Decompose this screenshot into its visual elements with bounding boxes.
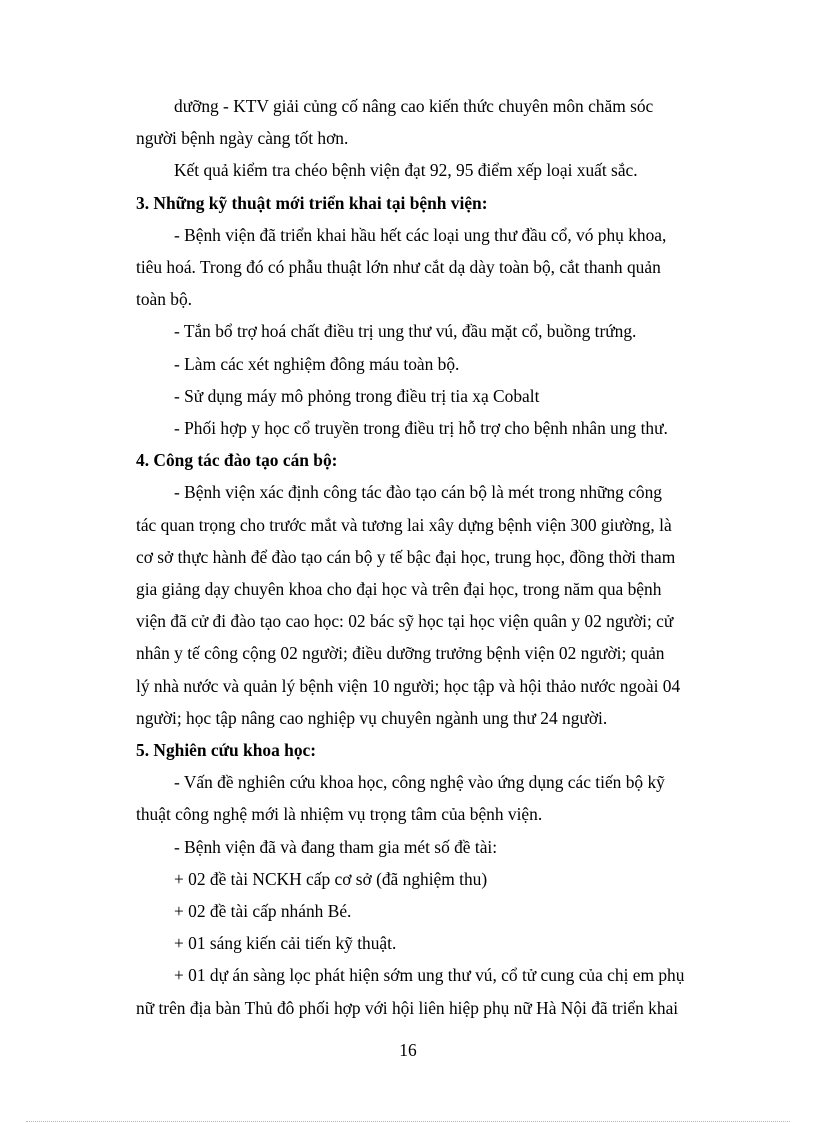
text-line: toàn bộ. <box>136 289 193 310</box>
text-line: - Sử dụng máy mô phỏng trong điều trị tia xạ Cobalt <box>174 385 540 406</box>
list-item <box>136 895 740 927</box>
text-line: + 02 đề tài NCKH cấp cơ sở (đã nghiệm thu) <box>174 868 488 889</box>
page-bottom-divider <box>26 1121 790 1122</box>
list-item <box>136 927 740 959</box>
text-line: + 01 dự án sàng lọc phát hiện sớm ung thư vú, cổ tử cung của chị em phụ <box>174 965 685 986</box>
heading-text: 3. Những kỹ thuật mới triển khai tại bệnh viện: <box>136 192 488 213</box>
text-line: viện đã cử đi đào tạo cao học: 02 bác sỹ học tại học viện quân y 02 người; cử <box>136 611 674 632</box>
text-line: dưỡng - KTV giải củng cố nâng cao kiến thức chuyên môn chăm sóc <box>174 96 654 116</box>
text-line: - Phối hợp y học cổ truyền trong điều trị hỗ trợ cho bệnh nhân ung thư. <box>174 418 668 439</box>
paragraph-research-projects <box>136 831 740 863</box>
text-line: Kết quả kiểm tra chéo bệnh viện đạt 92, 95 điểm xếp loại xuất sắc. <box>174 160 638 181</box>
text-line: - Tắn bổ trợ hoá chất điều trị ung thư vú, đầu mặt cổ, buồng trứng. <box>174 321 637 342</box>
text-line: người bệnh ngày càng tốt hơn. <box>136 128 349 149</box>
list-item <box>136 315 740 347</box>
list-item <box>136 412 740 444</box>
paragraph-staff-training <box>136 476 740 734</box>
list-item <box>136 959 740 1023</box>
list-item <box>136 863 740 895</box>
paragraph-training-result <box>136 90 740 154</box>
paragraph-inspection-result <box>136 154 740 186</box>
text-line: tiêu hoá. Trong đó có phẫu thuật lớn như cắt dạ dày toàn bộ, cắt thanh quản <box>136 257 661 278</box>
text-line: + 02 đề tài cấp nhánh Bé. <box>174 901 352 922</box>
list-item <box>136 348 740 380</box>
text-line: tác quan trọng cho trước mắt và tương lai xây dựng bệnh viện 300 giường, là <box>136 514 672 535</box>
paragraph-research-focus <box>136 766 740 830</box>
text-line: thuật công nghệ mới là nhiệm vụ trọng tâm của bệnh viện. <box>136 804 543 825</box>
text-line: nhân y tế công cộng 02 người; điều dưỡng trưởng bệnh viện 02 người; quản <box>136 643 665 664</box>
text-line: nữ trên địa bàn Thủ đô phối hợp với hội liên hiệp phụ nữ Hà Nội đã triển khai <box>136 997 679 1018</box>
document-body <box>136 90 740 1024</box>
paragraph-techniques-deployed <box>136 219 740 316</box>
text-line: cơ sở thực hành để đào tạo cán bộ y tế bậc đại học, trung học, đồng thời tham <box>136 546 676 567</box>
text-line: - Vấn đề nghiên cứu khoa học, công nghệ vào ứng dụng các tiến bộ kỹ <box>174 772 665 793</box>
text-line: + 01 sáng kiến cải tiến kỹ thuật. <box>174 933 397 954</box>
page-number: 16 <box>399 1040 417 1060</box>
text-line: gia giảng dạy chuyên khoa cho đại học và trên đại học, trong năm qua bệnh <box>136 579 662 600</box>
list-item <box>136 380 740 412</box>
section-heading-staff-training <box>136 444 740 476</box>
text-line: - Bệnh viện xác định công tác đào tạo cán bộ là mét trong những công <box>174 482 663 503</box>
text-line: người; học tập nâng cao nghiệp vụ chuyên ngành ung thư 24 người. <box>136 707 608 728</box>
text-line: lý nhà nước và quản lý bệnh viện 10 người; học tập và hội thảo nước ngoài 04 <box>136 675 681 696</box>
text-line: - Bệnh viện đã triển khai hầu hết các loại ung thư đầu cổ, vó phụ khoa, <box>174 224 667 245</box>
text-line: - Bệnh viện đã và đang tham gia mét số đề tài: <box>174 836 498 857</box>
section-heading-scientific-research <box>136 734 740 766</box>
section-heading-new-techniques <box>136 187 740 219</box>
heading-text: 4. Công tác đào tạo cán bộ: <box>136 450 338 471</box>
text-line: - Làm các xét nghiệm đông máu toàn bộ. <box>174 353 460 374</box>
heading-text: 5. Nghiên cứu khoa học: <box>136 740 317 761</box>
